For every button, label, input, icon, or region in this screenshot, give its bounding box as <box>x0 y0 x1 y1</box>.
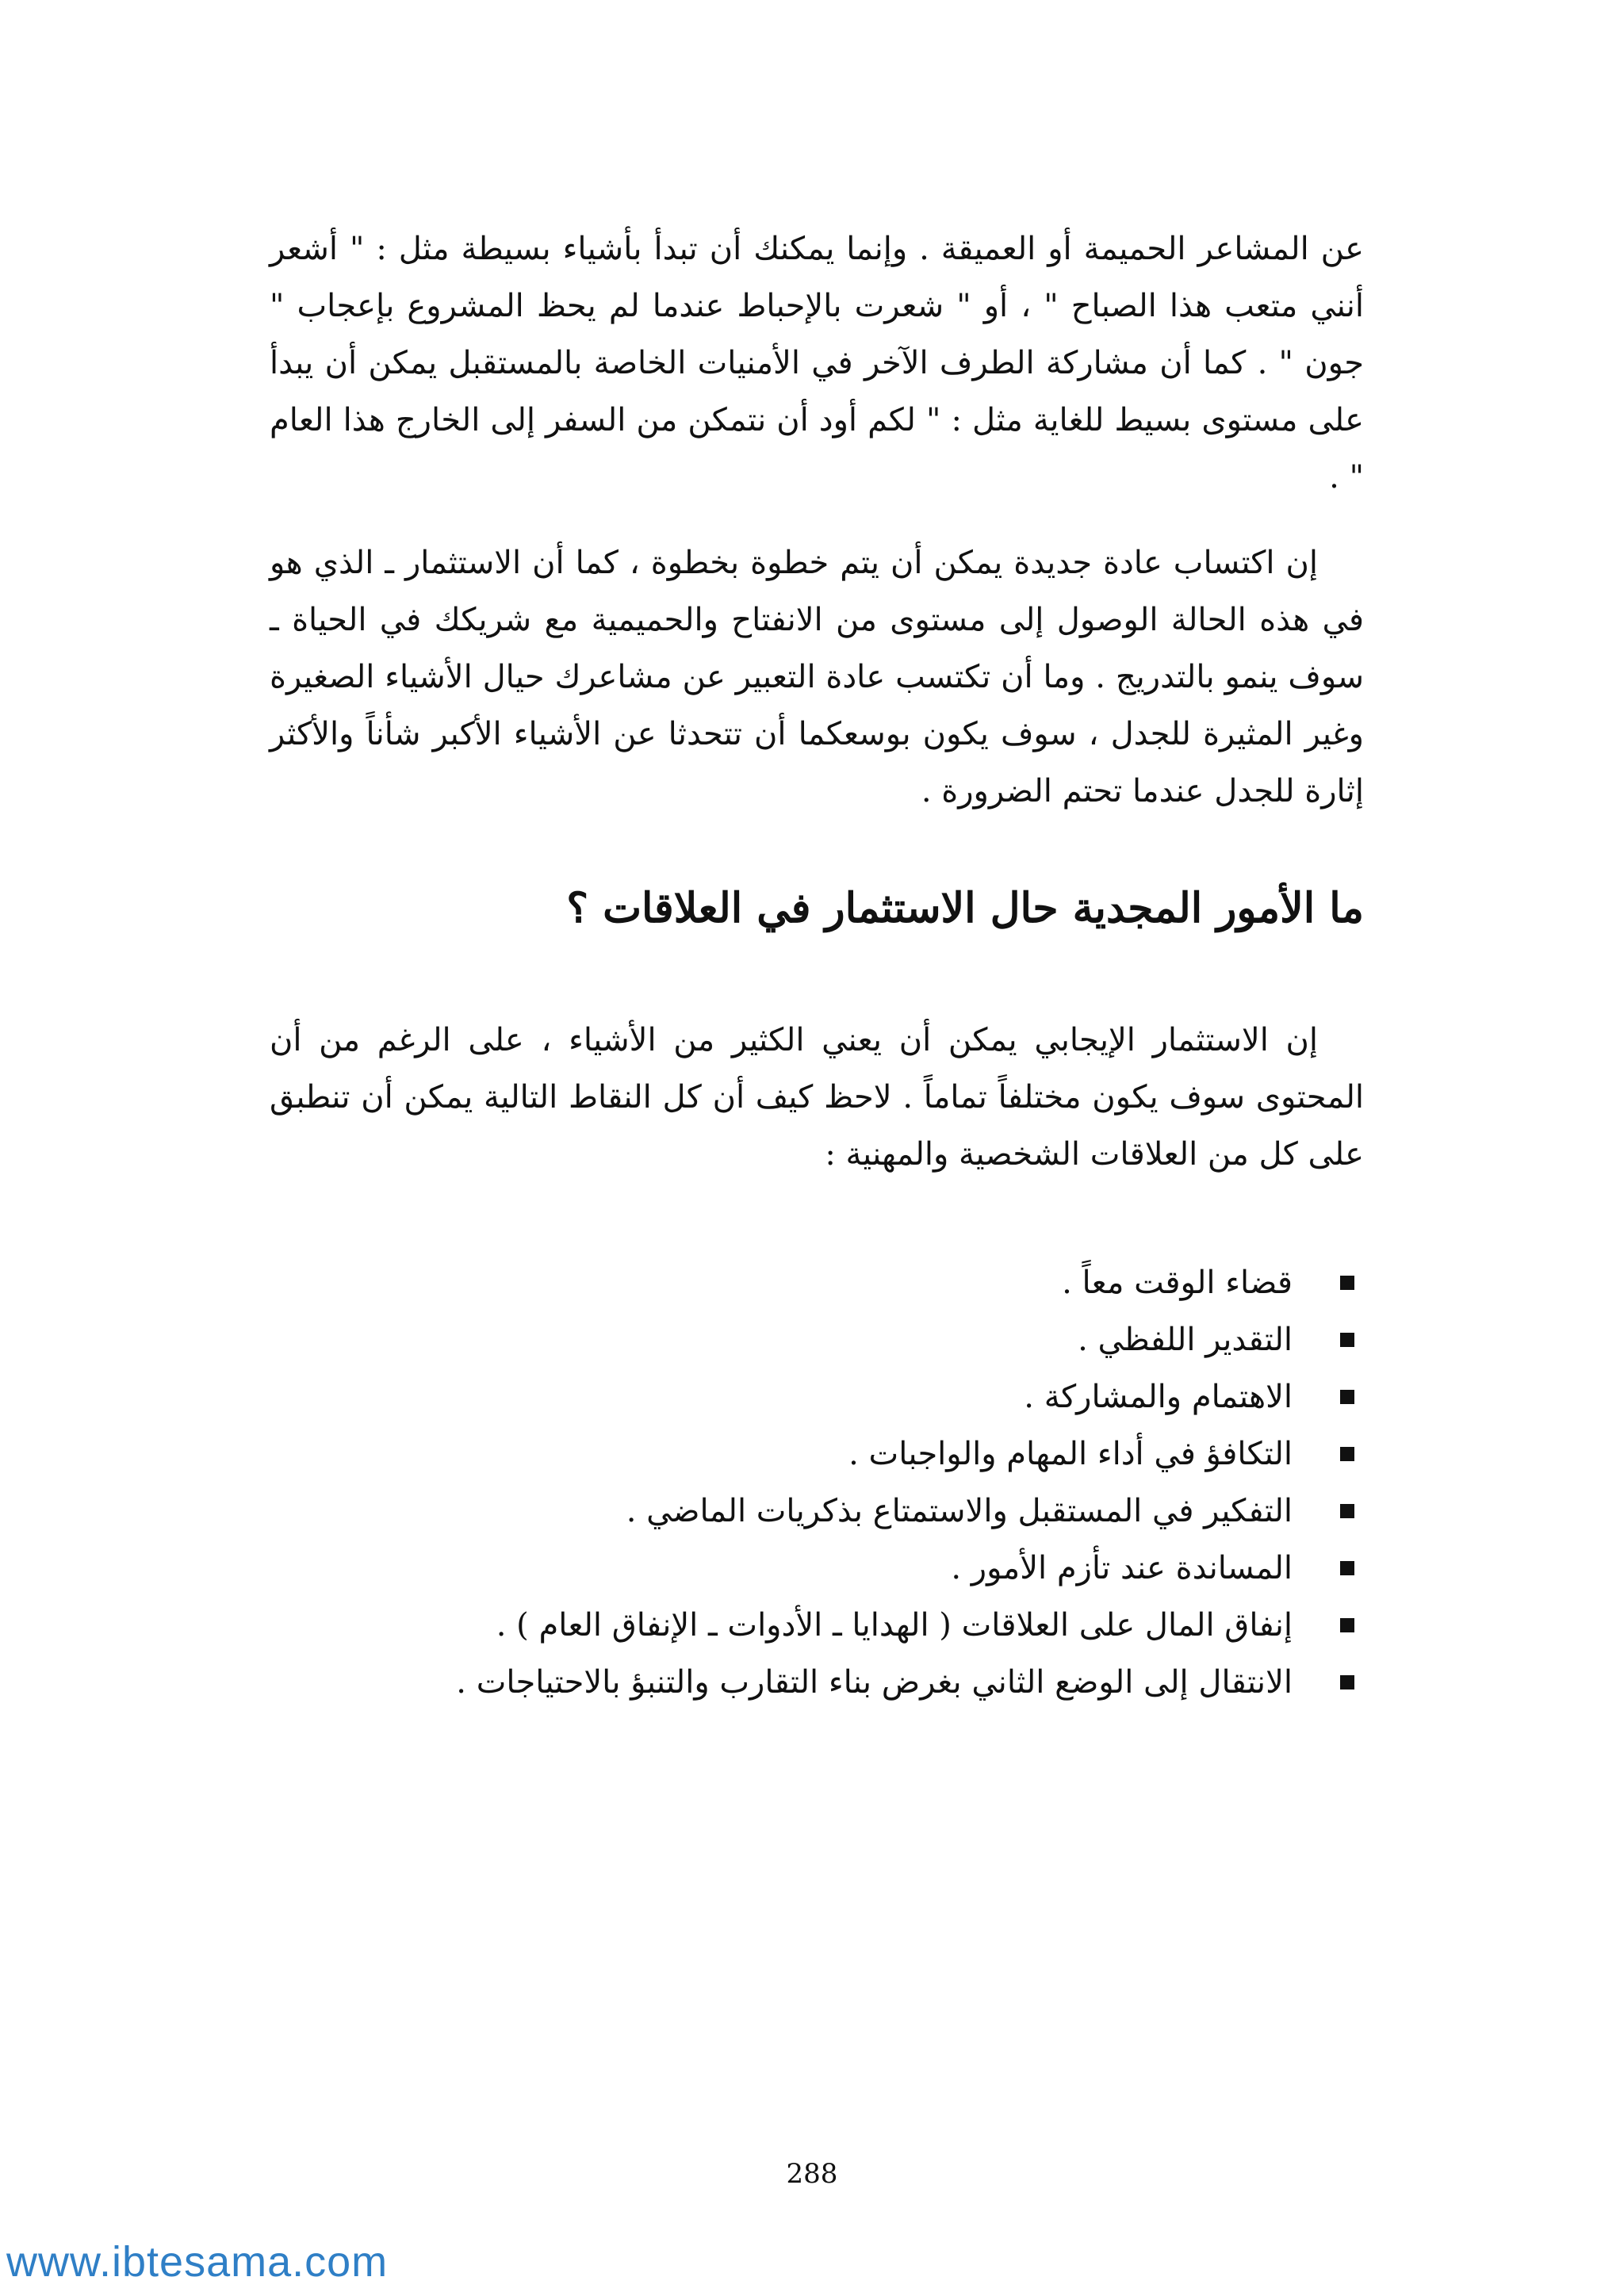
list-item <box>270 1311 1364 1368</box>
list-item-text: المساندة عند تأزم الأمور . <box>951 1550 1293 1586</box>
list-item <box>270 1654 1364 1711</box>
paragraph-habit: إن اكتساب عادة جديدة يمكن أن يتم خطوة بخطوة ، كما أن الاستثمار ـ الذي هو في هذه الحالة الوصول إلى مستوى من الانفتاح والحميمية مع شريكك في الحياة ـ سوف ينمو بالتدريج . وما أن تكتسب عادة التعبير عن مشاعرك حيال الأشياء الصغيرة وغير المثيرة للجدل ، سوف يكون بوسعكما أن تتحدثا عن الأشياء الأكبر شأناً والأكثر إثارة للجدل عندما تحتم الضرورة . <box>270 545 1365 809</box>
paragraph-continued: عن المشاعر الحميمة أو العميقة . وإنما يمكنك أن تبدأ بأشياء بسيطة مثل : " أشعر أنني متعب هذا الصباح " ، أو " شعرت بالإحباط عندما لم يحظ المشروع بإعجاب " جون " . كما أن مشاركة الطرف الآخر في الأمنيات الخاصة بالمستقبل يمكن أن يبدأ على مستوى بسيط للغاية مثل : " لكم أود أن نتمكن من السفر إلى الخارج هذا العام " . <box>270 231 1364 496</box>
list-item <box>270 1540 1364 1597</box>
square-bullet-icon <box>1340 1504 1354 1518</box>
square-bullet-icon <box>1340 1447 1354 1461</box>
list-item <box>270 1483 1364 1540</box>
list-item <box>270 1597 1364 1654</box>
paragraph-positive-investment: إن الاستثمار الإيجابي يمكن أن يعني الكثير من الأشياء ، على الرغم من أن المحتوى سوف يكون مختلفاً تماماً . لاحظ كيف أن كل النقاط التالية يمكن أن تنطبق على كل من العلاقات الشخصية والمهنية : <box>270 1022 1364 1173</box>
square-bullet-icon <box>1340 1618 1354 1632</box>
square-bullet-icon <box>1340 1390 1354 1404</box>
square-bullet-icon <box>1340 1561 1354 1575</box>
list-item <box>270 1368 1364 1425</box>
list-item-text: الاهتمام والمشاركة . <box>1024 1379 1293 1415</box>
list-item-text: قضاء الوقت معاً . <box>1062 1265 1293 1301</box>
list-item <box>270 1254 1364 1311</box>
square-bullet-icon <box>1340 1333 1354 1347</box>
section-heading: ما الأمور المجدية حال الاستثمار في العلاقات ؟ <box>566 884 1364 932</box>
square-bullet-icon <box>1340 1276 1354 1290</box>
list-item-text: الانتقال إلى الوضع الثاني بغرض بناء التقارب والتنبؤ بالاحتياجات . <box>456 1664 1293 1701</box>
list-item-text: إنفاق المال على العلاقات ( الهدايا ـ الأدوات ـ الإنفاق العام ) . <box>496 1607 1293 1644</box>
page-number: 288 <box>786 2158 838 2190</box>
square-bullet-icon <box>1340 1675 1354 1689</box>
list-item-text: التفكير في المستقبل والاستمتاع بذكريات الماضي . <box>626 1493 1293 1529</box>
list-item-text: التكافؤ في أداء المهام والواجبات . <box>848 1436 1293 1472</box>
list-item-text: التقدير اللفظي . <box>1078 1322 1293 1358</box>
list-item <box>270 1425 1364 1483</box>
watermark-link[interactable]: www.ibtesama.com <box>6 2238 389 2286</box>
investment-bullet-list <box>270 1254 1364 1711</box>
